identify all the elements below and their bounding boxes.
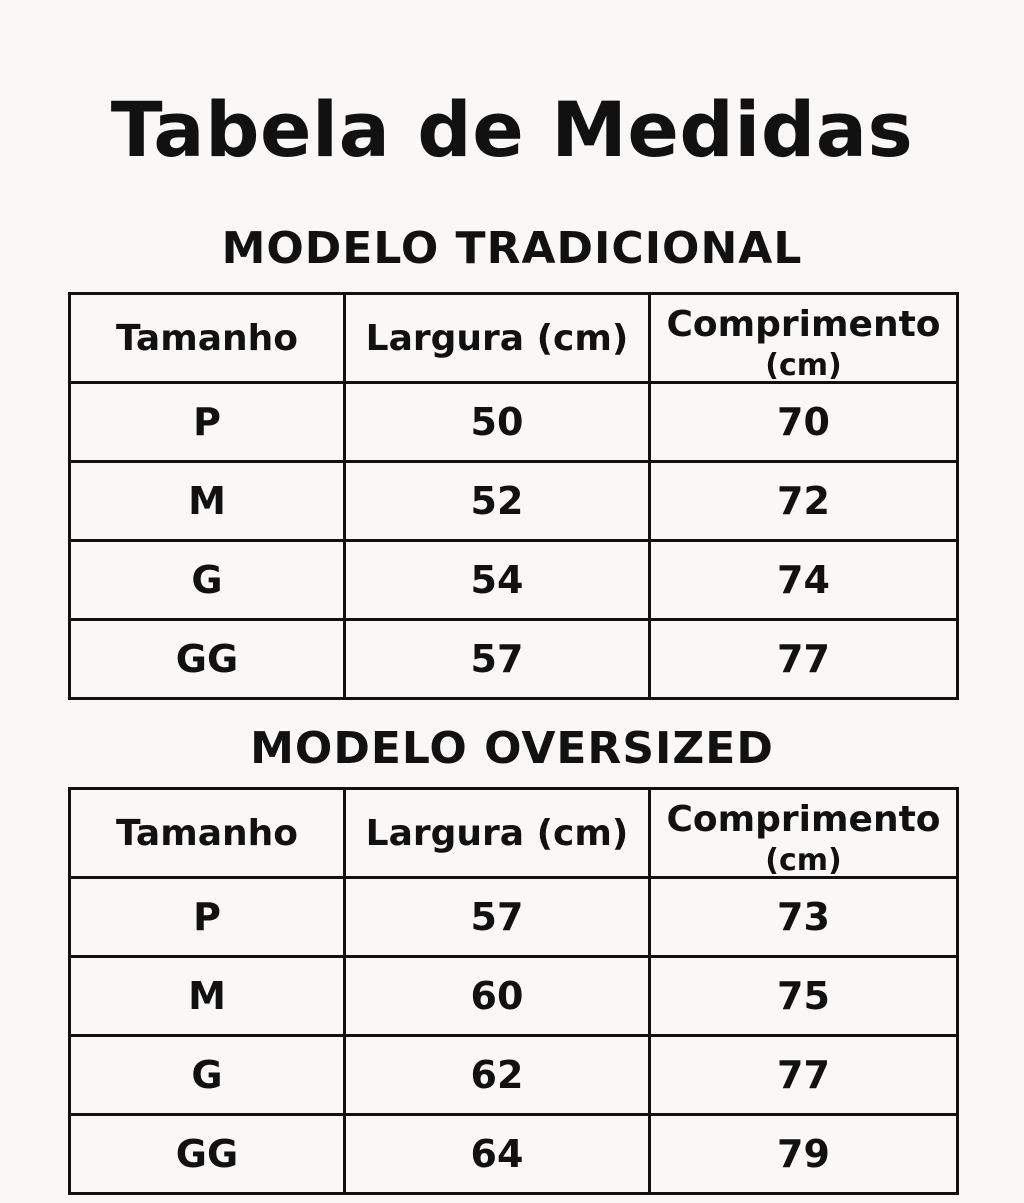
cell-length: 72 <box>650 462 958 541</box>
table-row <box>70 383 958 462</box>
cell-width: 64 <box>345 1115 650 1194</box>
column-header-comprimento <box>650 789 958 878</box>
cell-size: M <box>70 462 345 541</box>
cell-size: G <box>70 1036 345 1115</box>
cell-length: 79 <box>650 1115 958 1194</box>
cell-size: M <box>70 957 345 1036</box>
cell-width: 57 <box>345 620 650 699</box>
page-title: Tabela de Medidas <box>110 85 914 174</box>
cell-width: 54 <box>345 541 650 620</box>
table-row <box>70 1036 958 1115</box>
column-header-comprimento-label: Comprimento <box>666 799 941 840</box>
cell-length: 77 <box>650 1036 958 1115</box>
column-header-largura: Largura (cm) <box>345 294 650 383</box>
cell-length: 70 <box>650 383 958 462</box>
cell-length: 75 <box>650 957 958 1036</box>
column-header-comprimento-unit: (cm) <box>765 348 842 383</box>
cell-size: GG <box>70 1115 345 1194</box>
cell-size: G <box>70 541 345 620</box>
cell-width: 50 <box>345 383 650 462</box>
section-title-tradicional: MODELO TRADICIONAL <box>221 223 803 274</box>
table-row <box>70 620 958 699</box>
size-table-oversized <box>68 787 959 1195</box>
table-row <box>70 1115 958 1194</box>
cell-size: P <box>70 383 345 462</box>
cell-size: GG <box>70 620 345 699</box>
cell-width: 52 <box>345 462 650 541</box>
cell-length: 73 <box>650 878 958 957</box>
table-row <box>70 541 958 620</box>
table-header-row <box>70 789 958 878</box>
column-header-comprimento <box>650 294 958 383</box>
section-title-oversized: MODELO OVERSIZED <box>250 723 774 774</box>
column-header-largura: Largura (cm) <box>345 789 650 878</box>
column-header-tamanho: Tamanho <box>70 294 345 383</box>
table-row <box>70 462 958 541</box>
cell-width: 60 <box>345 957 650 1036</box>
cell-length: 74 <box>650 541 958 620</box>
table-header-row <box>70 294 958 383</box>
column-header-comprimento-unit: (cm) <box>765 843 842 878</box>
table-row <box>70 957 958 1036</box>
column-header-tamanho: Tamanho <box>70 789 345 878</box>
column-header-comprimento-label: Comprimento <box>666 304 941 345</box>
cell-size: P <box>70 878 345 957</box>
cell-width: 62 <box>345 1036 650 1115</box>
table-row <box>70 878 958 957</box>
size-table-tradicional <box>68 292 959 700</box>
cell-length: 77 <box>650 620 958 699</box>
cell-width: 57 <box>345 878 650 957</box>
